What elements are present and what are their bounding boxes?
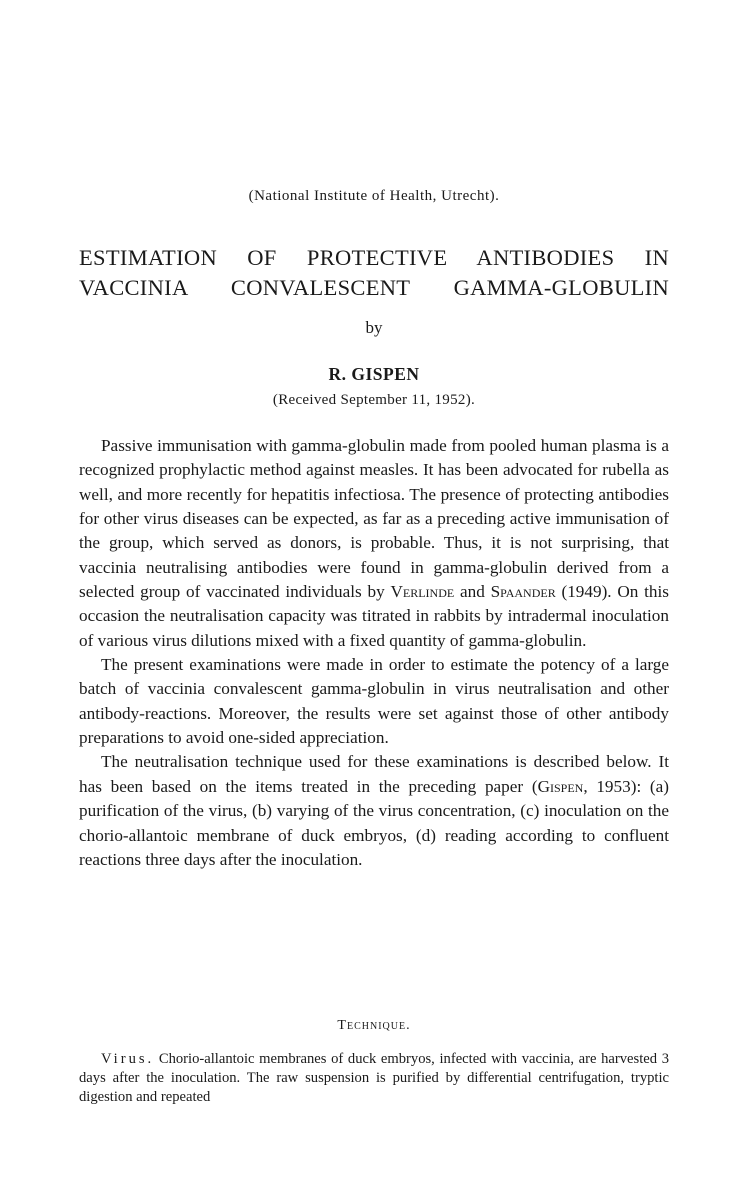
paragraph-virus: Virus. Chorio-allantoic membranes of duck embryos, infected with vaccinia, are harvested 3 days after the inoculation. The raw suspension is purified by differential centrifugation, tryptic digestion and repeated <box>79 1051 669 1105</box>
received-date: (Received September 11, 1952). <box>272 392 476 408</box>
paragraph-3: The neutralisation technique used for these examinations is described below. It has been based on the items treated in the preceding paper (Gispen, 1953): (a) purification of the virus, (b) varying of the virus concentration, (c) inoculation on the chorio-allantoic membrane of duck embryos, (d) reading according to confluent reactions three days after the inoculation. <box>79 752 670 869</box>
title-line-2: VACCINIA CONVALESCENT GAMMA-GLOBULIN <box>79 275 669 300</box>
small-text <box>79 1050 669 1107</box>
paper-title <box>79 243 669 303</box>
title-line-1: ESTIMATION OF PROTECTIVE ANTIBODIES IN <box>79 245 669 270</box>
affiliation: (National Institute of Health, Utrecht). <box>248 188 500 204</box>
author-citation: Spaander <box>490 582 556 602</box>
byline: by <box>365 318 383 337</box>
run-in-heading: Virus. <box>101 1051 155 1067</box>
author-name: R. GISPEN <box>328 364 420 384</box>
author-citation: Verlinde <box>390 582 455 602</box>
author-citation: Gispen <box>537 776 584 796</box>
section-heading: Technique. <box>337 1018 411 1033</box>
paragraph-2: The present examinations were made in order to estimate the potency of a large batch of vaccinia convalescent gamma-globulin in virus neutralisation and other antibody-reactions. Moreover, the results were set against those of other antibody preparations to avoid one-sided appreciation. <box>79 655 669 748</box>
body-text <box>79 434 669 872</box>
paragraph-1: Passive immunisation with gamma-globulin made from pooled human plasma is a recognized prophylactic method against measles. It has been advocated for rubella as well, and more recently for hepatitis infectiosa. The presence of protecting antibodies for other virus diseases can be expected, as far as a preceding active immunisation of the group, which served as donors, is probable. Thus, it is not surprising, that vaccinia neutralising antibodies were found in gamma-globulin derived from a selected group of vaccinated individuals by Verlinde and Spaander (1949). On this occasion the neutralisation capacity was titrated in rabbits by intradermal inoculation of various virus dilutions mixed with a fixed quantity of gamma-globulin. <box>79 436 669 650</box>
